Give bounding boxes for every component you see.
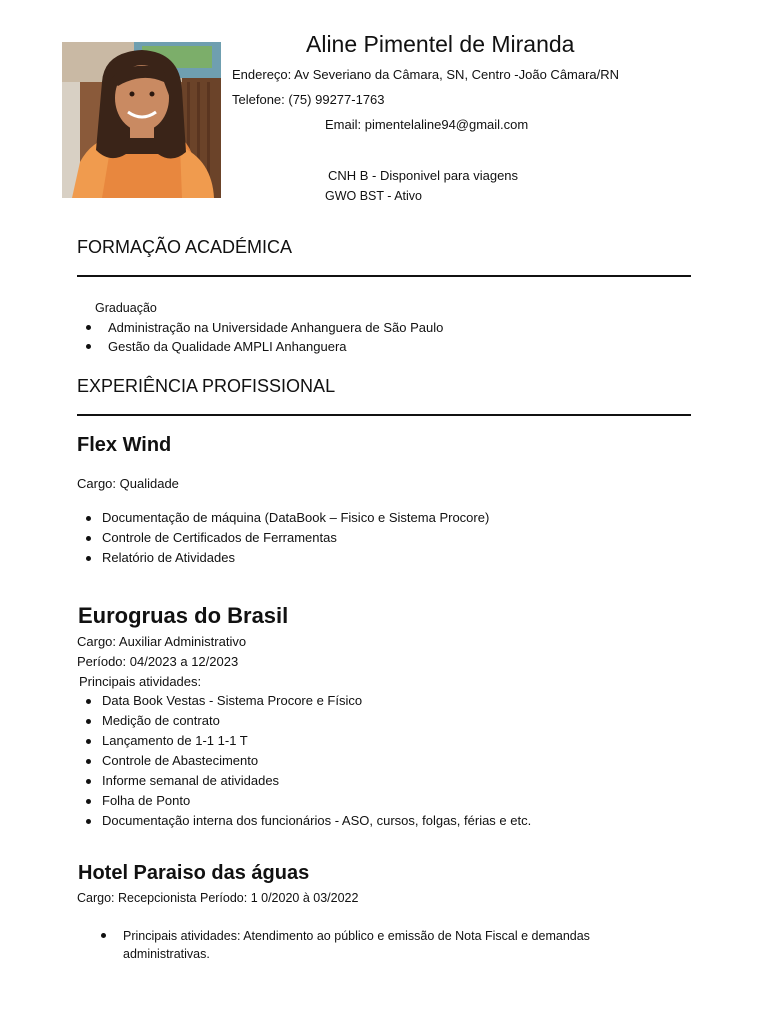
job-duties-list <box>77 508 489 568</box>
phone: Telefone: (75) 99277-1763 <box>232 92 385 107</box>
list-item: Data Book Vestas - Sistema Procore e Físico <box>77 691 531 711</box>
candidate-name: Aline Pimentel de Miranda <box>306 31 575 57</box>
cnh-info: CNH B - Disponivel para viagens <box>328 168 519 183</box>
company-hotel-paraiso: Hotel Paraiso das águas <box>78 862 310 884</box>
job-duties-list <box>77 691 531 831</box>
list-item: Controle de Certificados de Ferramentas <box>77 528 489 548</box>
job-role: Cargo: Qualidade <box>77 476 179 491</box>
list-item: Principais atividades: Atendimento ao público e emissão de Nota Fiscal e demandas administrativas. <box>77 927 643 963</box>
list-item: Medição de contrato <box>77 711 531 731</box>
list-item: Gestão da Qualidade AMPLI Anhanguera <box>77 337 443 356</box>
experience-rule <box>77 414 691 416</box>
company-eurogruas: Eurogruas do Brasil <box>78 603 289 628</box>
email: Email: pimentelaline94@gmail.com <box>325 117 529 132</box>
address: Endereço: Av Severiano da Câmara, SN, Centro -João Câmara/RN <box>232 67 620 82</box>
company-flex-wind: Flex Wind <box>77 434 172 456</box>
list-item: Lançamento de 1-1 1-1 T <box>77 731 531 751</box>
job-duties-list <box>77 927 643 963</box>
list-item: Controle de Abastecimento <box>77 751 531 771</box>
gwo-info: GWO BST - Ativo <box>325 189 423 203</box>
job-role: Cargo: Auxiliar Administrativo <box>77 634 247 649</box>
list-item: Documentação de máquina (DataBook – Fisico e Sistema Procore) <box>77 508 489 528</box>
list-item: Informe semanal de atividades <box>77 771 531 791</box>
list-item: Folha de Ponto <box>77 791 531 811</box>
profile-photo <box>62 42 221 198</box>
education-rule <box>77 275 691 277</box>
education-heading: FORMAÇÃO ACADÉMICA <box>77 237 293 257</box>
list-item: Documentação interna dos funcionários - ASO, cursos, folgas, férias e etc. <box>77 811 531 831</box>
job-role: Cargo: Recepcionista Período: 1 0/2020 à 03/2022 <box>77 891 359 905</box>
list-item: Relatório de Atividades <box>77 548 489 568</box>
list-item: Administração na Universidade Anhanguera de São Paulo <box>77 318 443 337</box>
job-period: Período: 04/2023 a 12/2023 <box>77 654 239 669</box>
education-list <box>77 318 443 356</box>
activities-label: Principais atividades: <box>79 674 202 689</box>
education-label: Graduação <box>95 301 157 315</box>
experience-heading: EXPERIÊNCIA PROFISSIONAL <box>77 376 336 396</box>
